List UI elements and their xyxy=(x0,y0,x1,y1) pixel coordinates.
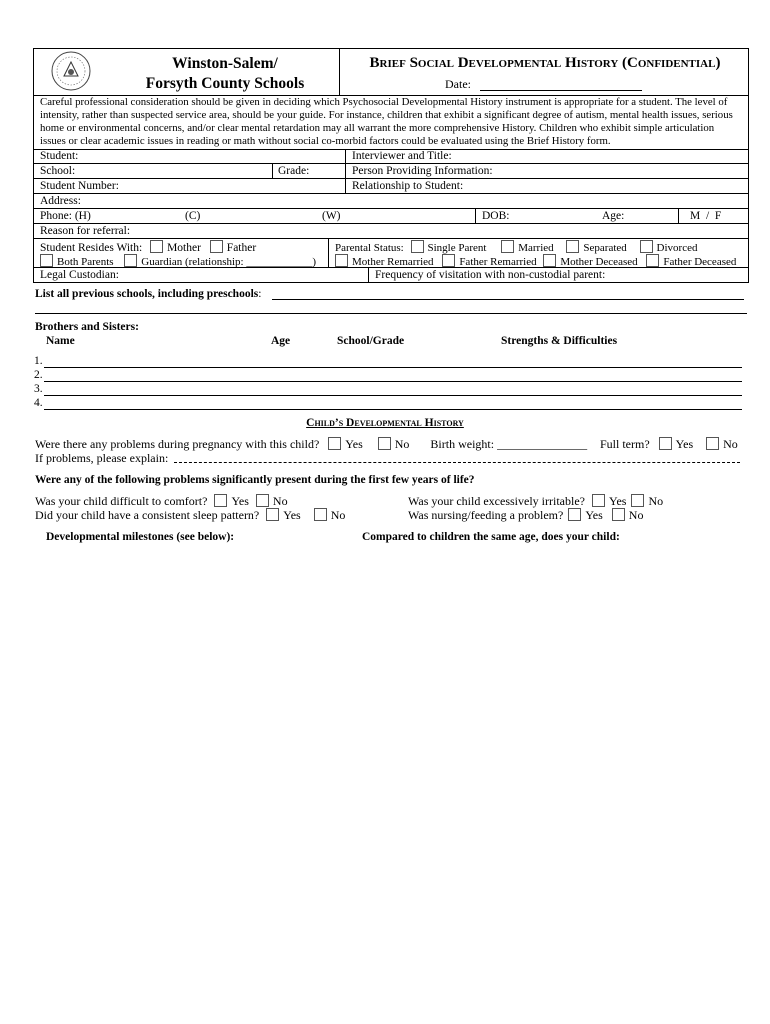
irritable-yes-checkbox[interactable] xyxy=(592,494,605,507)
comfort-no-label: No xyxy=(272,494,288,508)
comfort-question: Was your child difficult to comfort? xyxy=(35,494,208,508)
father-deceased-label: Father Deceased xyxy=(663,256,737,268)
legal-custodian-label: Legal Custodian: xyxy=(40,269,119,281)
separated-checkbox[interactable] xyxy=(566,240,579,253)
reason-label: Reason for referral: xyxy=(40,225,131,237)
irritable-question: Was your child excessively irritable? xyxy=(408,494,585,508)
sibling-row-3-line[interactable] xyxy=(44,395,742,396)
father-label: Father xyxy=(226,242,257,254)
siblings-col-strengths: Strengths & Difficulties xyxy=(501,335,618,347)
person-providing-label: Person Providing Information: xyxy=(352,165,493,177)
comfort-yes-label: Yes xyxy=(231,494,249,508)
intro-text: Careful professional consideration should be given in deciding which Psychosocial Developmental History instrument is appropriate for a student. The level of intensity, rather than suspected service area, should be your guide. For instance, children that exhibit a significant degree of autism, mental health issues, serious home or environmental concerns, and/or clear mental retardation may all warrant the more comprehensive History. Children who exhibit simple articulation issues or clear academic issues in reading or math without social co-morbid factors could be evaluated using the Brief History form. xyxy=(40,96,733,147)
sibling-row-4-line[interactable] xyxy=(44,409,742,410)
date-label: Date: xyxy=(445,77,471,91)
phone-cell-label: (C) xyxy=(185,210,201,222)
milestones-label: Developmental milestones (see below): xyxy=(46,531,235,543)
student-number-label: Student Number: xyxy=(40,180,119,192)
nursing-no-label: No xyxy=(628,508,644,522)
pregnancy-no-label: No xyxy=(394,437,410,451)
separated-label: Separated xyxy=(583,242,627,254)
previous-schools-label: List all previous schools, including preschools: xyxy=(35,288,262,300)
nursing-no-checkbox[interactable] xyxy=(612,508,625,521)
pregnancy-question: Were there any problems during pregnancy with this child? xyxy=(35,437,320,451)
father-checkbox[interactable] xyxy=(210,240,223,253)
guardian-checkbox[interactable] xyxy=(124,254,137,267)
form-title: Brief Social Developmental History (Confidential) xyxy=(369,55,721,71)
sibling-row-1-line[interactable] xyxy=(44,367,742,368)
sex-selector[interactable]: M / F xyxy=(690,210,722,222)
address-label: Address: xyxy=(40,195,81,207)
sleep-yes-checkbox[interactable] xyxy=(266,508,279,521)
full-term-no-checkbox[interactable] xyxy=(706,437,719,450)
age-label: Age: xyxy=(602,210,625,222)
irritable-no-checkbox[interactable] xyxy=(631,494,644,507)
parental-status-row xyxy=(335,240,697,254)
divorced-checkbox[interactable] xyxy=(640,240,653,253)
explain-label: If problems, please explain: xyxy=(35,451,169,465)
sibling-row-4-num: 4. xyxy=(34,397,43,409)
mother-checkbox[interactable] xyxy=(150,240,163,253)
siblings-col-school: School/Grade xyxy=(337,335,405,347)
resides-with-row xyxy=(40,240,256,254)
sleep-row xyxy=(35,508,345,523)
pregnancy-row xyxy=(35,437,587,452)
explain-field[interactable] xyxy=(174,462,740,463)
resides-with-row2 xyxy=(40,254,316,268)
sibling-row-2-line[interactable] xyxy=(44,381,742,382)
sleep-no-checkbox[interactable] xyxy=(314,508,327,521)
school-label: School: xyxy=(40,165,76,177)
mother-deceased-checkbox[interactable] xyxy=(543,254,556,267)
nursing-yes-checkbox[interactable] xyxy=(568,508,581,521)
sleep-question: Did your child have a consistent sleep pattern? xyxy=(35,508,260,522)
district-name-line2: Forsyth County Schools xyxy=(145,75,305,92)
sleep-yes-label: Yes xyxy=(283,508,301,522)
nursing-row xyxy=(408,508,643,523)
nursing-yes-label: Yes xyxy=(585,508,603,522)
siblings-col-name: Name xyxy=(46,335,75,347)
problems-question: Were any of the following problems significantly present during the first few years of life? xyxy=(35,474,475,486)
comfort-yes-checkbox[interactable] xyxy=(214,494,227,507)
school-seal-icon xyxy=(50,50,92,92)
married-checkbox[interactable] xyxy=(501,240,514,253)
dev-history-title: Child’s Developmental History xyxy=(306,417,464,429)
siblings-title: Brothers and Sisters: xyxy=(35,321,139,333)
father-deceased-checkbox[interactable] xyxy=(646,254,659,267)
full-term-no-label: No xyxy=(723,437,738,451)
birth-weight-label: Birth weight: _______________ xyxy=(430,437,588,451)
phone-work-label: (W) xyxy=(322,210,341,222)
mother-remarried-label: Mother Remarried xyxy=(352,256,434,268)
sleep-no-label: No xyxy=(330,508,346,522)
full-term-label: Full term? xyxy=(600,437,650,451)
mother-label: Mother xyxy=(167,242,201,254)
nursing-question: Was nursing/feeding a problem? xyxy=(408,508,564,522)
compared-label: Compared to children the same age, does your child: xyxy=(362,531,620,543)
phone-home-label: Phone: (H) xyxy=(40,210,91,222)
interviewer-label: Interviewer and Title: xyxy=(352,150,452,162)
previous-schools-field-2[interactable] xyxy=(35,313,747,314)
comfort-row xyxy=(35,494,288,509)
student-label: Student: xyxy=(40,150,79,162)
resides-label: Student Resides With: xyxy=(40,242,143,254)
full-term-yes-label: Yes xyxy=(675,437,694,451)
visitation-label: Frequency of visitation with non-custodial parent: xyxy=(375,269,606,281)
father-remarried-label: Father Remarried xyxy=(459,256,537,268)
relationship-label: Relationship to Student: xyxy=(352,180,464,192)
pregnancy-yes-checkbox[interactable] xyxy=(328,437,341,450)
irritable-row xyxy=(408,494,663,509)
sibling-row-1-num: 1. xyxy=(34,355,43,367)
mother-deceased-label: Mother Deceased xyxy=(560,256,638,268)
full-term-yes-checkbox[interactable] xyxy=(659,437,672,450)
parental-status-label: Parental Status: xyxy=(335,242,404,254)
full-term-row xyxy=(600,437,738,452)
divorced-label: Divorced xyxy=(656,242,698,254)
siblings-col-age: Age xyxy=(271,335,291,347)
comfort-no-checkbox[interactable] xyxy=(256,494,269,507)
guardian-label: Guardian (relationship: ____________) xyxy=(141,256,317,268)
single-parent-label: Single Parent xyxy=(427,242,487,254)
irritable-no-label: No xyxy=(648,494,664,508)
district-name-line1: Winston-Salem/ xyxy=(172,55,278,72)
previous-schools-field[interactable] xyxy=(272,299,744,300)
single-parent-checkbox[interactable] xyxy=(411,240,424,253)
parental-status-row2 xyxy=(335,254,736,268)
date-field[interactable] xyxy=(480,90,642,91)
married-label: Married xyxy=(518,242,554,254)
father-remarried-checkbox[interactable] xyxy=(442,254,455,267)
both-parents-checkbox[interactable] xyxy=(40,254,53,267)
pregnancy-yes-label: Yes xyxy=(345,437,363,451)
pregnancy-no-checkbox[interactable] xyxy=(378,437,391,450)
dob-label: DOB: xyxy=(482,210,510,222)
sibling-row-3-num: 3. xyxy=(34,383,43,395)
mother-remarried-checkbox[interactable] xyxy=(335,254,348,267)
grade-label: Grade: xyxy=(278,165,310,177)
both-parents-label: Both Parents xyxy=(57,256,114,268)
sibling-row-2-num: 2. xyxy=(34,369,43,381)
irritable-yes-label: Yes xyxy=(608,494,627,508)
